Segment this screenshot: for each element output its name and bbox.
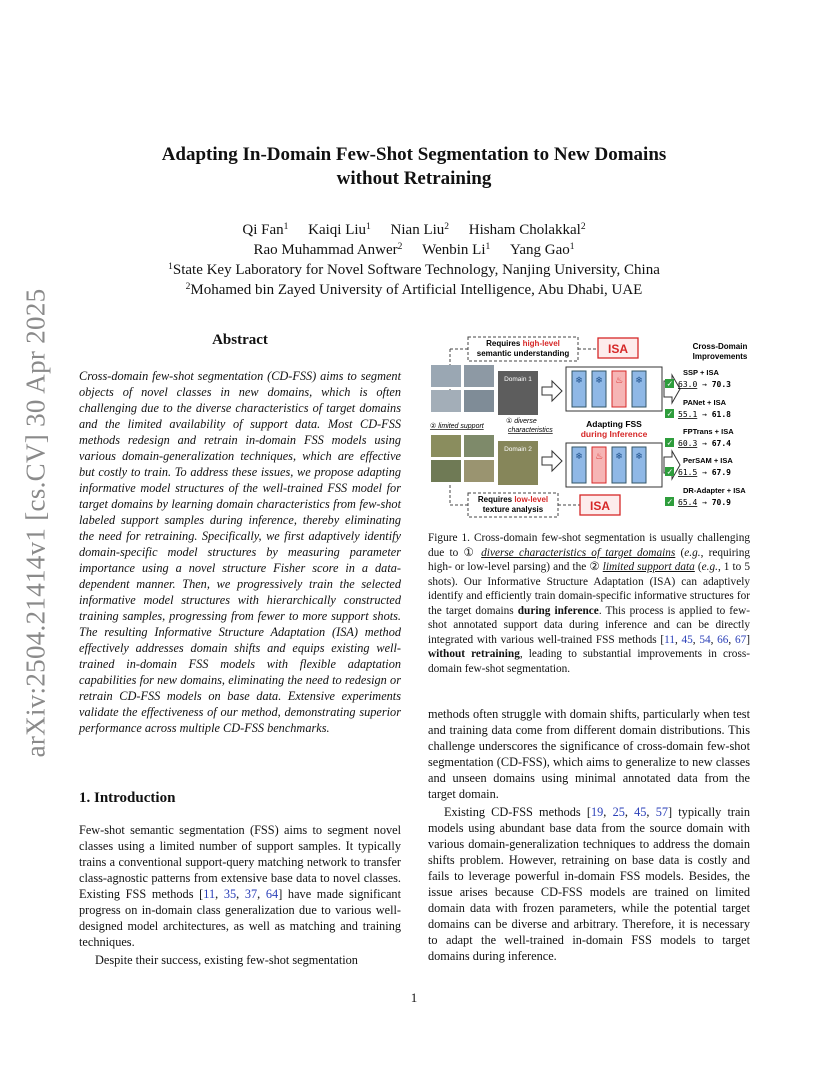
citation-link[interactable]: 45 [681, 633, 693, 646]
flame-icon: ♨ [614, 375, 624, 385]
satellite-thumb [464, 435, 494, 457]
author: Qi Fan$^1$ [242, 222, 289, 238]
snowflake-icon: ❄ [615, 451, 623, 461]
intro-paragraph: Despite their success, existing few-shot segmentation [95, 953, 358, 967]
right-column-body [428, 706, 750, 964]
svg-text:61.5 → 67.9: 61.5 → 67.9 [678, 468, 731, 477]
citation-link[interactable]: 66 [717, 633, 729, 646]
citation-link[interactable]: 11 [664, 633, 675, 646]
satellite-thumb [464, 460, 494, 482]
author: Yang Gao$^1$ [510, 242, 575, 258]
svg-text:SSP + ISA: SSP + ISA [683, 368, 719, 377]
author: Nian Liu$^2$ [390, 222, 450, 238]
citation-link[interactable]: 25 [612, 805, 625, 819]
affiliation: $^2$Mohamed bin Zayed University of Artificial Intelligence, Abu Dhabi, UAE [185, 282, 643, 298]
paper-title [100, 143, 728, 191]
svg-text:60.3 → 67.4: 60.3 → 67.4 [678, 439, 731, 448]
snowflake-icon: ❄ [635, 451, 643, 461]
adapting-label: Adapting FSS [586, 419, 642, 429]
citation-link[interactable]: 19 [591, 805, 604, 819]
arxiv-id-text: arXiv:2504.21414v1 [cs.CV] 30 Apr 2025 [20, 288, 51, 758]
author: Wenbin Li$^1$ [422, 242, 491, 258]
improvement-item [665, 486, 746, 507]
title-line-1: Adapting In-Domain Few-Shot Segmentation to New Domains [161, 144, 667, 165]
citation-link[interactable]: 37 [244, 887, 258, 901]
svg-text:PerSAM + ISA: PerSAM + ISA [683, 456, 733, 465]
citation-link[interactable]: 67 [734, 633, 747, 646]
low-level-label: Requires low-level [477, 495, 549, 504]
snowflake-icon: ❄ [575, 451, 583, 461]
xray-thumb [464, 365, 494, 387]
checkmark-glyph: ✓ [666, 467, 674, 477]
title-line-2: without Retraining [336, 168, 492, 189]
citation-link[interactable]: 64 [265, 887, 279, 901]
flame-icon: ♨ [594, 451, 604, 461]
citation-link[interactable]: 35 [223, 887, 237, 901]
affiliation: $^1$State Key Laboratory for Novel Software Technology, Nanjing University, China [168, 262, 660, 278]
improvements-subtitle: Improvements [692, 352, 748, 361]
improvement-item [665, 427, 734, 448]
body-paragraph: Existing CD-FSS methods [19, 25, 45, 57] typically train models using abundant base data from the source domain with various domain-generalization techniques to address the domain shifts problem. However, retraining on base data is costly and fails to leverage powerful in-domain FSS models. Besides, the issue arises because CD-FSS models are trained on limited domain data with frozen parameters, while the potential target domains can be diverse and arbitrary. Therefore, it is necessary to adapt the well-trained in-domain FSS models to target domains during inference. [428, 805, 751, 963]
checkmark-glyph: ✓ [666, 409, 674, 419]
authors-line-1 [100, 220, 728, 240]
intro-paragraph: Few-shot semantic segmentation (FSS) aims to segment novel classes using a limited number of support samples. It typically trains a conventional support-query matching network to transfer class-agnostic patterns from extensive base data to novel classes. Existing FSS methods [11, 35, 37, 64] have made significant progress on in-domain class generalization due to various well-designed model architectures, as well as matching and training techniques. [79, 823, 401, 949]
xray-thumb [431, 390, 461, 412]
citation-link[interactable]: 57 [655, 805, 668, 819]
svg-text:PANet + ISA: PANet + ISA [683, 398, 726, 407]
abstract-heading: Abstract [212, 332, 268, 348]
intro-body [79, 822, 401, 968]
high-level-label: Requires high-level [486, 339, 560, 348]
authors-line-2 [100, 240, 728, 260]
snowflake-icon: ❄ [575, 375, 583, 385]
improvement-item [665, 398, 731, 419]
author: Rao Muhammad Anwer$^2$ [253, 242, 403, 258]
limited-support-label: ② limited support [430, 423, 484, 430]
domain1-label: Domain 1 [504, 376, 532, 383]
xray-thumb [464, 390, 494, 412]
satellite-thumb [431, 460, 461, 482]
author-block [100, 220, 728, 300]
citation-link[interactable]: 45 [634, 805, 647, 819]
checkmark-glyph: ✓ [666, 438, 674, 448]
author: Hisham Cholakkal$^2$ [468, 222, 586, 238]
author: Kaiqi Liu$^1$ [308, 222, 371, 238]
domain2-label: Domain 2 [504, 446, 532, 453]
checkmark-glyph: ✓ [666, 379, 674, 389]
improvements-title: Cross-Domain [692, 342, 748, 351]
svg-text:63.0 → 70.3: 63.0 → 70.3 [678, 380, 731, 389]
page-number: 1 [410, 990, 418, 1005]
citation-link[interactable]: 11 [203, 887, 216, 901]
snowflake-icon: ❄ [595, 375, 603, 385]
body-paragraph: methods often struggle with domain shifts, particularly when test and training data come from different domain distributions. This challenge underscores the significance of cross-domain few-shot segmentation (CD-FSS), which aims to generalize to new classes and unseen domains using minimal annotated data from the target domain. [428, 707, 750, 801]
abstract-text: Cross-domain few-shot segmentation (CD-FSS) aims to segment objects of novel classes in new domains, which is often challenging due to the diverse characteristics of target domains and the limited availability of support data. Most CD-FSS methods redesign and retrain in-domain FSS models using various domain-generalization techniques, which are effective but costly to train. To address these issues, we propose adapting informative model structures of the well-trained FSS model for target domains by learning domain characteristics from few-shot labeled support samples during inference, thereby eliminating the need for retraining. Specifically, we first adaptively identify domain-specific model structures by measuring parameter importance using a novel structure Fisher score in a data-dependent manner. Then, we progressively train the selected informative model structures with hierarchically constructed training samples, progressing from fewer to more support shots. The resulting Informative Structure Adaptation (ISA) method effectively addresses domain shifts and equips existing well-trained in-domain FSS models with flexible adaptation capabilities for new domains, eliminating the need to redesign or retrain CD-FSS models on base data. Extensive experiments validate the effectiveness of our method, demonstrating superior performance across multiple CD-FSS benchmarks. [79, 369, 401, 735]
isa-label-bottom: ISA [589, 499, 611, 513]
svg-text:DR-Adapter + ISA: DR-Adapter + ISA [683, 486, 746, 495]
xray-thumb [431, 365, 461, 387]
arrow-right-icon [542, 381, 562, 401]
high-level-sublabel: semantic understanding [476, 349, 570, 358]
inference-label: during Inference [580, 429, 648, 439]
figure-caption: Figure 1. Cross-domain few-shot segmentation is usually challenging due to ① diverse characteristics of target domains (e.g., requiring high- or low-level parsing) and the ② limited support data (e.g., 1 to 5 shots). Our Informative Structure Adaptation (ISA) can adaptively identify and efficiently train domain-specific informative structures for the target domains during inference. This process is applied to few-shot annotated support data during inference and can be directly integrated with various well-trained FSS methods [11, 45, 54, 66, 67] without retraining, leading to substantial improvements in cross-domain few-shot segmentation. [428, 532, 750, 675]
svg-text:55.1 → 61.8: 55.1 → 61.8 [678, 410, 731, 419]
satellite-thumb [431, 435, 461, 457]
citation-link[interactable]: 54 [699, 633, 711, 646]
characteristics-label: characteristics [508, 427, 553, 434]
arrow-right-icon [542, 451, 562, 471]
checkmark-glyph: ✓ [666, 497, 674, 507]
svg-text:FPTrans + ISA: FPTrans + ISA [683, 427, 734, 436]
diverse-label: ① diverse [506, 418, 537, 425]
figure-1-diagram [428, 335, 764, 520]
snowflake-icon: ❄ [635, 375, 643, 385]
intro-heading: 1. Introduction [79, 790, 176, 806]
isa-label-top: ISA [607, 342, 629, 356]
arxiv-identifier [14, 286, 58, 760]
low-level-sublabel: texture analysis [482, 505, 544, 514]
svg-text:65.4 → 70.9: 65.4 → 70.9 [678, 498, 731, 507]
